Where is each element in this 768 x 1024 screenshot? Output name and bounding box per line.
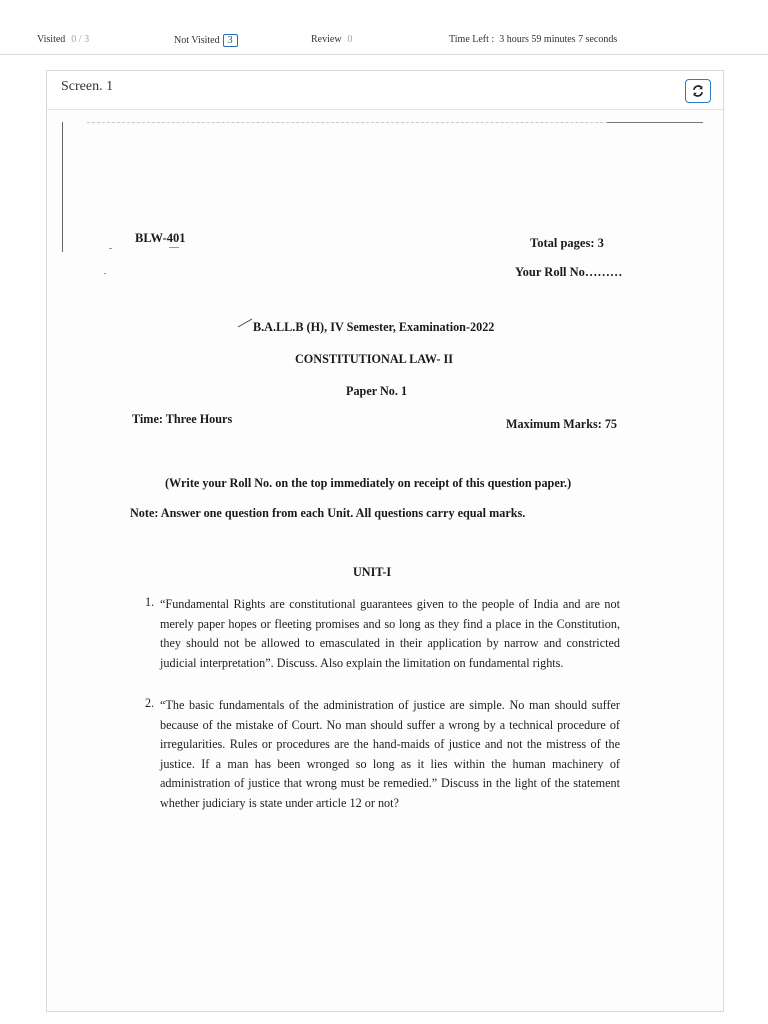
visited-stat [37,34,89,45]
screen-title: Screen. 1 [61,79,114,94]
not-visited-label: Not Visited [174,35,220,46]
review-count: 0 [347,34,353,45]
course-code: BLW-401 [135,231,186,245]
scan-mark [109,248,112,249]
time-left-stat [449,34,617,45]
review-stat [311,34,353,45]
exam-title: B.A.LL.B (H), IV Semester, Examination-2022 [253,320,495,334]
not-visited-stat [174,34,238,47]
unit-heading: UNIT-I [353,565,392,579]
roll-number-instruction: (Write your Roll No. on the top immediately on receipt of this question paper.) [165,476,572,490]
not-visited-badge: 3 [223,34,238,47]
time-left-value: 3 hours 59 minutes 7 seconds [499,34,618,45]
visited-label: Visited [37,34,66,45]
screen-panel [46,70,724,1012]
subject-title: CONSTITUTIONAL LAW- II [295,352,454,366]
scan-mark [104,273,106,274]
question-number: 1. [145,595,155,609]
question-text: “The basic fundamentals of the administration of justice are simple. No man should suffer because of the mistake of Court. No man should suffer a wrong by a technical procedure of irregularities. Rules or procedures are the hand-maids of justice and not the mistress of the justice. If a man has been wronged so long as it lies within the human machinery of administration of justice that wrong must be remedied.” Discuss in the light of the statement whether judiciary is state under article 12 or not? [160,698,620,810]
question-paper-image [47,110,723,1011]
total-pages: Total pages: 3 [530,236,604,250]
question-number: 2. [145,696,155,710]
scan-border-left [62,122,63,252]
exam-note: Note: Answer one question from each Unit. All questions carry equal marks. [130,506,526,520]
visited-count: 0 / 3 [71,34,90,45]
question-text: “Fundamental Rights are constitutional guarantees given to the people of India and are not merely paper hopes or fleeting promises and so long as they find a place in the Constitution, they should not be allowed to emasculated in their application by narrow and constricted judicial interpretation”. Discuss. Also explain the limitation on fundamental rights. [160,597,620,670]
refresh-icon [692,85,704,97]
review-label: Review [311,34,342,45]
panel-header [47,71,723,110]
maximum-marks: Maximum Marks: 75 [506,417,618,431]
refresh-button[interactable] [685,79,711,103]
paper-number: Paper No. 1 [346,384,408,398]
status-bar [0,0,768,55]
scan-border-top-right [607,122,703,123]
scan-mark [169,247,179,248]
roll-number-field: Your Roll No……… [515,265,623,279]
time-left-label: Time Left : [449,34,495,45]
exam-duration: Time: Three Hours [132,412,233,426]
